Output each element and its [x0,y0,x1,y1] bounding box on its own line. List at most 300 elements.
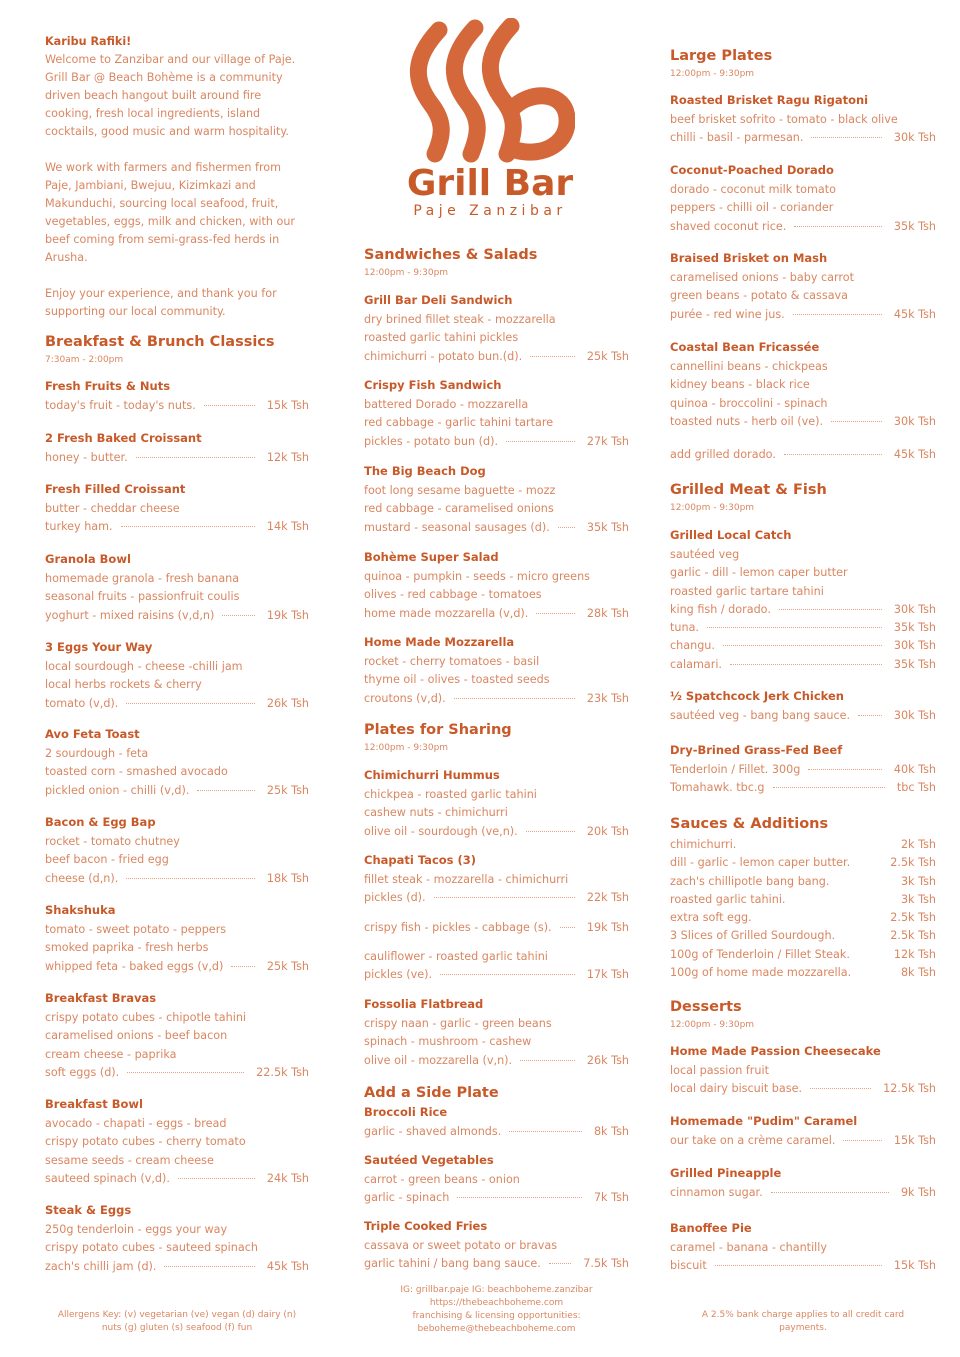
item-desc-line: whipped feta - baked eggs (v,d) [45,959,224,973]
item-desc-line: toasted nuts - herb oil (ve). [670,414,824,428]
item-name: Grill Bar Deli Sandwich [364,293,513,307]
item-name: Homemade "Pudim" Caramel [670,1114,858,1128]
leader-dots [126,878,255,879]
item-desc-line: dry brined fillet steak - mozzarella [364,313,556,326]
item-price: 26k Tsh [266,696,309,710]
leader-dots [794,226,881,227]
item-name: Grilled Pineapple [670,1166,782,1180]
menu-item-grilled-catch [670,527,936,674]
item-desc-line: pickles (d). [364,891,426,905]
item-desc-line: crispy fish - pickles - cabbage (s). [364,921,552,934]
price-row [364,605,629,623]
item-price: 12.5k Tsh [883,1082,936,1096]
section-title: Grilled Meat & Fish [670,482,827,498]
price-row [364,1255,629,1273]
item-desc-line: chimichurri - potato bun.(d). [364,349,523,363]
menu-item [670,250,936,324]
price-row [670,761,936,779]
item-desc-line: cauliflower - roasted garlic tahini [364,950,548,963]
item-name: Braised Brisket on Mash [670,251,828,265]
item-name: Avo Feta Toast [45,727,140,741]
leader-dots [730,664,882,665]
section-time: 12:00pm - 9:30pm [364,268,449,278]
item-name: Grilled Local Catch [670,528,792,542]
item-price: 45k Tsh [893,448,936,461]
item-price: 2.5k Tsh [890,929,936,943]
section-title: Large Plates [670,48,773,64]
item-desc-line: garlic - dill - lemon caper butter [670,566,848,580]
price-row [45,1170,309,1188]
menu-item [364,767,629,841]
intro-line: driven beach hangout built around fire [45,89,262,102]
section-title: Sauces & Additions [670,816,829,832]
item-desc-line: honey - butter. [45,451,128,464]
menu-item [364,549,629,623]
leader-dots [707,627,882,628]
item-name: Chapati Tacos (3) [364,853,477,867]
item-price: 40k Tsh [893,763,936,776]
item-desc-line: butter - cheddar cheese [45,502,180,515]
intro-line: supporting our local community. [45,305,226,318]
intro-thanks [45,285,309,321]
section-header-large [670,47,936,80]
item-desc-line: calamari. [670,657,722,671]
item-price: 30k Tsh [893,131,936,145]
allergens-line: Allergens Key: (v) vegetarian (ve) vegan (d) dairy (n) [57,1310,297,1320]
leader-dots [204,405,255,406]
menu-item [45,990,309,1082]
menu-item [670,162,936,236]
item-desc-line: red cabbage - garlic tahini tartare [364,416,554,430]
item-desc-line: 3 Slices of Grilled Sourdough. [670,929,836,943]
leader-dots [808,769,882,770]
item-desc-line: beef brisket sofrito - tomato - black olive [670,113,898,126]
section-title: Desserts [670,999,742,1015]
item-price: 2.5k Tsh [890,911,936,925]
price-row [670,218,936,236]
price-row [670,619,936,637]
price-row [45,607,309,625]
menu-item [45,902,309,976]
card-charge-note [665,1309,941,1335]
menu-item [364,634,629,708]
flame-logo-icon [405,18,575,163]
intro-line: beef coming from semi-grass-fed herds in [45,233,280,246]
intro-line: We work with farmers and fishermen from [45,161,282,174]
leader-dots [773,787,885,788]
price-row [364,690,629,708]
price-row [45,397,309,415]
item-desc-line: purée - red wine jus. [670,307,785,321]
leader-dots [457,1197,582,1198]
item-name: Fresh Filled Croissant [45,482,186,496]
item-desc-line: our take on a crème caramel. [670,1134,836,1147]
price-row [670,656,936,674]
item-desc-line: cheese (d,n). [45,871,119,885]
item-name: ½ Spatchcock Jerk Chicken [670,689,844,703]
menu-item [364,996,629,1070]
price-row [364,889,629,907]
item-name: Steak & Eggs [45,1203,132,1217]
section-time: 12:00pm - 9:30pm [670,503,755,513]
item-price: 22.5k Tsh [256,1065,309,1079]
item-desc-line: red cabbage - caramelised onions [364,502,554,516]
price-row [364,823,629,841]
item-desc-line: green beans - potato & cassava [670,289,849,303]
item-desc-line: roasted garlic tartare tahini [670,584,824,598]
item-desc-line: chimichurri. [670,838,737,851]
item-name: Fresh Fruits & Nuts [45,379,171,393]
item-name: Home Made Mozzarella [364,635,515,649]
item-desc-line: quinoa - broccolini - spinach [670,396,828,410]
item-price: 30k Tsh [893,639,936,653]
price-row [670,1132,936,1150]
menu-item [45,1096,309,1188]
item-desc-line: yoghurt - mixed raisins (v,d,n) [45,608,215,622]
section-header-desserts [670,998,936,1031]
logo-name: Grill Bar [406,163,574,204]
intro-line: Makunduchi, sourcing local seafood, fruit, [45,197,279,210]
item-desc-line: olives - red cabbage - tomatoes [364,588,542,602]
item-desc-line: 100g of Tenderloin / Fillet Steak. [670,947,850,961]
menu-item [364,377,629,451]
item-desc-line: cinnamon sugar. [670,1186,763,1199]
leader-dots [434,897,575,898]
item-price: 23k Tsh [586,691,629,705]
item-name: Triple Cooked Fries [364,1219,488,1233]
menu-item [670,1220,936,1276]
item-desc-line: cannellini beans - chickpeas [670,360,828,373]
item-name: 3 Eggs Your Way [45,640,153,654]
menu-item [364,852,629,908]
price-row [670,946,936,964]
section-time: 12:00pm - 9:30pm [670,1020,755,1030]
leader-dots [536,613,574,614]
item-price: 30k Tsh [893,709,936,722]
menu-item [45,378,309,415]
item-desc-line: tomato (v,d). [45,696,119,710]
price-row [364,433,629,451]
item-desc-line: olive oil - mozzarella (v,n). [364,1053,513,1067]
item-price: 15k Tsh [893,1259,936,1273]
item-desc-line: pickles - potato bun (d). [364,434,499,448]
item-price: 17k Tsh [586,968,629,982]
menu-item [45,481,309,537]
item-desc-line: beef bacon - fried egg [45,853,169,867]
item-name: Chimichurri Hummus [364,768,500,782]
intro-sourcing [45,159,309,267]
item-price: 24k Tsh [266,1171,309,1185]
intro-line: Welcome to Zanzibar and our village of Paje. [45,53,296,66]
section-title: Plates for Sharing [364,722,512,738]
item-price: 15k Tsh [893,1134,936,1147]
section-time: 12:00pm - 9:30pm [364,743,449,753]
leader-dots [197,790,254,791]
item-name: Bohème Super Salad [364,550,499,564]
price-row [364,348,629,366]
item-price: 19k Tsh [266,608,309,622]
menu-item [670,339,936,431]
item-desc-line: local dairy biscuit base. [670,1082,803,1096]
leader-dots [843,1140,881,1141]
item-price: 30k Tsh [893,414,936,428]
price-row [670,129,936,147]
menu-item [45,430,309,467]
section-header-sandwiches [364,246,629,279]
item-desc-line: chickpea - roasted garlic tahini [364,788,537,801]
item-price: 35k Tsh [893,621,936,635]
item-price: 7k Tsh [593,1191,629,1205]
item-price: 18k Tsh [266,871,309,885]
intro-line: Enjoy your experience, and thank you for [45,287,277,300]
price-row [45,870,309,888]
menu-item [364,292,629,366]
item-desc-line: thyme oil - olives - toasted seeds [364,673,550,687]
item-price: 19k Tsh [586,921,629,934]
leader-dots [126,703,254,704]
intro-welcome [45,33,309,141]
item-desc-line: local passion fruit [670,1064,769,1077]
item-price: 25k Tsh [266,959,309,973]
item-price: 12k Tsh [266,451,309,464]
item-desc-line: turkey ham. [45,520,113,534]
item-desc-line: today's fruit - today's nuts. [45,399,196,412]
section-sauces [670,815,936,982]
item-desc-line: extra soft egg. [670,911,752,925]
item-desc-line: 250g tenderloin - eggs your way [45,1223,228,1236]
price-row [364,519,629,537]
item-price: tbc Tsh [896,781,936,795]
leader-dots [560,927,575,928]
item-desc-line: zach's chillipotle bang bang. [670,874,830,888]
leader-dots [530,356,575,357]
item-price: 9k Tsh [900,1186,936,1199]
intro-line: Grill Bar @ Beach Bohème is a community [45,71,283,84]
card-charge-line: payments. [779,1323,827,1333]
allergens-line: nuts (g) gluten (s) seafood (f) fun [101,1323,253,1333]
price-row [670,707,936,725]
menu-item [45,1202,309,1276]
leader-dots [454,698,575,699]
item-desc-line: dorado - coconut milk tomato [670,183,836,196]
price-row [670,1080,936,1098]
menu-item [670,1113,936,1150]
item-price: 7.5k Tsh [583,1257,629,1271]
item-price: 35k Tsh [893,219,936,233]
item-desc-line: crispy potato cubes - cherry tomato [45,1135,246,1149]
leader-dots [779,609,882,610]
section-title: Sandwiches & Salads [364,247,538,263]
leader-dots [793,314,882,315]
item-desc-line: Tenderloin / Fillet. 300g [670,763,801,776]
item-price: 8k Tsh [900,966,936,980]
item-price: 15k Tsh [266,399,309,412]
item-name: Home Made Passion Cheesecake [670,1044,881,1058]
leader-dots [810,1088,871,1089]
franchising-note: franchising & licensing opportunities: [412,1311,581,1321]
item-price: 45k Tsh [266,1259,309,1273]
item-desc-line: roasted garlic tahini. [670,892,786,906]
price-row [45,958,309,976]
menu-item [45,814,309,888]
price-row [364,966,629,984]
item-desc-line: olive oil - sourdough (ve,n). [364,824,518,838]
allergens-key [35,1309,319,1335]
menu-item [364,948,629,985]
item-desc-line: cashew nuts - chimichurri [364,806,508,820]
price-row [670,873,936,891]
item-desc-line: home made mozzarella (v,d). [364,606,529,620]
leader-dots [784,454,882,455]
price-row [670,413,936,431]
menu-item [364,1218,629,1274]
item-price: 3k Tsh [900,892,936,906]
item-price: 22k Tsh [586,891,629,905]
item-desc-line: sautéed veg - bang bang sauce. [670,709,851,722]
website-link[interactable]: https://thebeachboheme.com [429,1298,564,1308]
item-name: Bacon & Egg Bap [45,815,156,829]
price-row [670,637,936,655]
price-row [45,1258,309,1276]
intro-line: Arusha. [45,251,88,264]
item-name: Roasted Brisket Ragu Rigatoni [670,93,869,107]
item-desc-line: foot long sesame baguette - mozz [364,484,556,497]
item-desc-line: seasonal fruits - passionfruit coulis [45,590,240,604]
item-price: 45k Tsh [893,307,936,321]
item-desc-line: shaved coconut rice. [670,219,787,233]
menu-item [670,446,936,464]
item-desc-line: roasted garlic tahini pickles [364,331,519,345]
item-desc-line: Tomahawk. tbc.g [670,781,765,795]
leader-dots [121,526,255,527]
item-desc-line: spinach - mushroom - cashew [364,1035,532,1049]
item-desc-line: king fish / dorado. [670,602,771,616]
item-desc-line: garlic - shaved almonds. [364,1125,502,1138]
item-desc-line: tuna. [670,621,699,635]
item-desc-line: pickles (ve). [364,968,433,982]
item-desc-line: mustard - seasonal sausages (d). [364,520,550,534]
item-desc-line: garlic tahini / bang bang sauce. [364,1257,541,1271]
item-price: 25k Tsh [266,783,309,797]
menu-item [670,1165,936,1202]
leader-dots [520,1060,575,1061]
item-price: 2.5k Tsh [890,856,936,870]
price-row [364,919,629,937]
item-price: 26k Tsh [586,1053,629,1067]
price-row [670,306,936,324]
item-price: 14k Tsh [266,520,309,534]
item-price: 35k Tsh [893,657,936,671]
intro-line: cooking, fresh local ingredients, island [45,107,261,120]
item-desc-line: add grilled dorado. [670,448,776,461]
item-name: Banoffee Pie [670,1221,752,1235]
item-desc-line: battered Dorado - mozzarella [364,398,529,411]
item-name: Granola Bowl [45,552,131,566]
item-name: Coastal Bean Fricassée [670,340,820,354]
menu-item [45,726,309,800]
social-handles: IG: grillbar.paje IG: beachboheme.zanzibar [400,1285,593,1295]
menu-item [45,639,309,713]
item-desc-line: 2 sourdough - feta [45,747,149,760]
menu-item [670,92,936,148]
item-desc-line: cassava or sweet potato or bravas [364,1239,558,1252]
leader-dots [506,441,575,442]
section-header-breakfast [45,333,309,366]
menu-item [364,1152,629,1208]
item-name: Breakfast Bowl [45,1097,143,1111]
item-desc-line: 100g of home made mozzarella. [670,966,852,980]
email-link[interactable]: beboheme@thebeachboheme.com [417,1324,576,1334]
item-name: Fossolia Flatbread [364,997,484,1011]
item-name: Shakshuka [45,903,116,917]
section-header-grilled [670,481,936,514]
item-desc-line: chilli - basil - parmesan. [670,131,804,145]
menu-item-jerk-chicken [670,688,936,725]
item-desc-line: croutons (v,d). [364,691,446,705]
item-desc-line: biscuit [670,1259,707,1273]
item-desc-line: crispy potato cubes - sauteed spinach [45,1241,258,1255]
price-row [670,964,936,982]
price-row [364,1052,629,1070]
item-desc-line: pickled onion - chilli (v,d). [45,783,190,797]
menu-item [45,551,309,625]
item-desc-line: rocket - cherry tomatoes - basil [364,655,540,668]
section-header-sharing [364,721,629,754]
item-price: 27k Tsh [586,434,629,448]
item-name: The Big Beach Dog [364,464,486,478]
item-desc-line: peppers - chilli oil - coriander [670,201,834,215]
item-desc-line: tomato - sweet potato - peppers [45,923,227,936]
leader-dots [164,1266,254,1267]
price-row [670,1184,936,1202]
grill-bar-logo [400,18,580,230]
item-desc-line: caramel - banana - chantilly [670,1241,828,1254]
item-desc-line: crispy potato cubes - chipotle tahini [45,1011,247,1024]
leader-dots [222,615,254,616]
item-desc-line: crispy naan - garlic - green beans [364,1017,552,1030]
section-time: 12:00pm - 9:30pm [670,69,755,79]
item-price: 20k Tsh [586,824,629,838]
section-header-sides [364,1084,629,1102]
item-desc-line: fillet steak - mozzarella - chimichurri [364,873,569,886]
price-row [670,891,936,909]
item-desc-line: changu. [670,639,715,653]
leader-dots [526,831,575,832]
price-row [45,518,309,536]
greeting: Karibu Rafiki! [45,35,132,48]
price-row [670,779,936,797]
logo-subtitle: Paje Zanzibar [413,203,567,219]
item-price: 3k Tsh [900,874,936,888]
item-name: Crispy Fish Sandwich [364,378,502,392]
price-row [45,695,309,713]
item-desc-line: caramelised onions - baby carrot [670,271,855,284]
section-time: 7:30am - 2:00pm [45,355,124,365]
price-row [45,782,309,800]
price-row [670,854,936,872]
leader-dots [858,715,882,716]
item-name: Sautéed Vegetables [364,1153,494,1167]
price-row [670,1257,936,1275]
leader-dots [178,1178,255,1179]
leader-dots [771,1192,889,1193]
menu-item [364,463,629,537]
item-desc-line: zach's chilli jam (d). [45,1259,157,1273]
item-price: 2k Tsh [900,838,936,851]
contact-footer [354,1284,639,1336]
price-row [45,1064,309,1082]
item-desc-line: cream cheese - paprika [45,1047,177,1061]
